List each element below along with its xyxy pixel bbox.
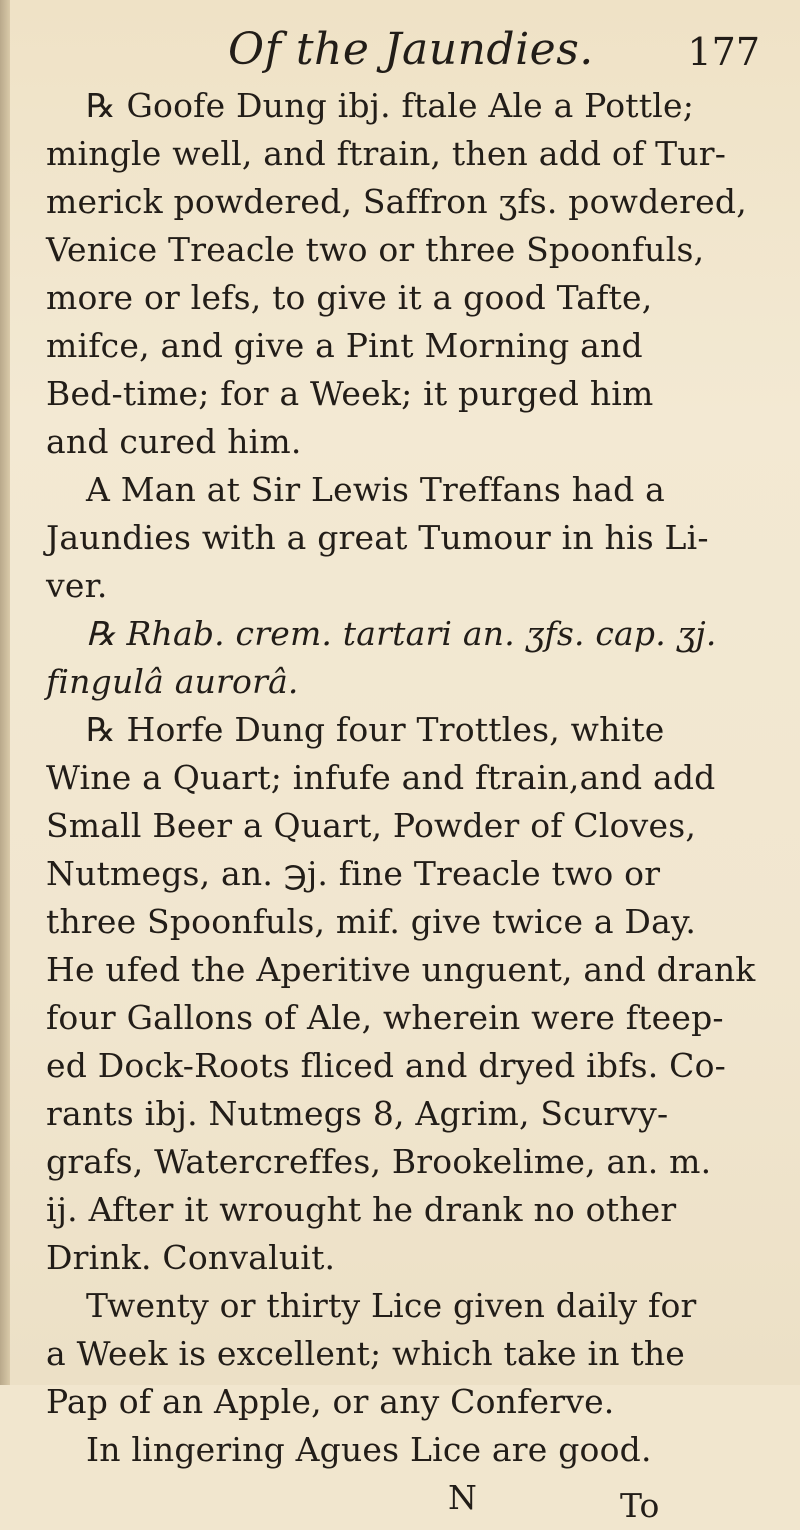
text-line: Pap of an Apple, or any Conferve. [46, 1382, 615, 1421]
text-line: ver. [46, 566, 108, 605]
signature-mark: N [448, 1478, 477, 1517]
text-line: ℞ Rhab. crem. tartari an. ʒfs. cap. ʒj. [86, 614, 717, 653]
text-line: Drink. Convaluit. [46, 1238, 336, 1277]
text-line: In lingering Agues Lice are good. [86, 1430, 652, 1469]
running-title: Of the Jaundies. [228, 24, 594, 75]
text-line: ij. After it wrought he drank no other [46, 1190, 677, 1229]
page-footer [46, 1474, 716, 1524]
text-line: merick powdered, Saffron ʒfs. powdered, [46, 182, 747, 221]
text-line: ℞ Horfe Dung four Trottles, white [86, 710, 665, 749]
text-line: Nutmegs, an. ℈j. fine Treacle two or [46, 854, 661, 893]
catchword: To [620, 1486, 660, 1525]
text-line: Twenty or thirty Lice given daily for [86, 1286, 697, 1325]
page-gutter-edge [0, 0, 10, 1385]
page-number: 177 [687, 30, 760, 74]
text-line: and cured him. [46, 422, 302, 461]
text-line: Jaundies with a great Tumour in his Li- [46, 518, 709, 557]
text-line: Small Beer a Quart, Powder of Cloves, [46, 806, 697, 845]
text-lines [46, 82, 756, 1474]
text-line: mingle well, and ftrain, then add of Tur- [46, 134, 727, 173]
text-line: rants ibj. Nutmegs 8, Agrim, Scurvy- [46, 1094, 669, 1133]
text-line: Venice Treacle two or three Spoonfuls, [46, 230, 705, 269]
text-line: Bed-time; for a Week; it purged him [46, 374, 654, 413]
text-line: four Gallons of Ale, wherein were fteep- [46, 998, 724, 1037]
text-line: A Man at Sir Lewis Treffans had a [86, 470, 665, 509]
text-line: three Spoonfuls, mif. give twice a Day. [46, 902, 697, 941]
body-text [46, 82, 756, 1525]
text-line: more or lefs, to give it a good Tafte, [46, 278, 653, 317]
text-line: mifce, and give a Pint Morning and [46, 326, 643, 365]
text-line: grafs, Watercreffes, Brookelime, an. m. [46, 1142, 712, 1181]
text-line: ed Dock-Roots fliced and dryed ibfs. Co- [46, 1046, 727, 1085]
text-line: a Week is excellent; which take in the [46, 1334, 685, 1373]
page-header [0, 22, 800, 78]
text-line: He ufed the Aperitive unguent, and drank [46, 950, 756, 989]
text-line: fingulâ aurorâ. [46, 662, 299, 701]
text-line: ℞ Goofe Dung ibj. ftale Ale a Pottle; [86, 86, 695, 125]
text-line: Wine a Quart; infufe and ftrain,and add [46, 758, 716, 797]
